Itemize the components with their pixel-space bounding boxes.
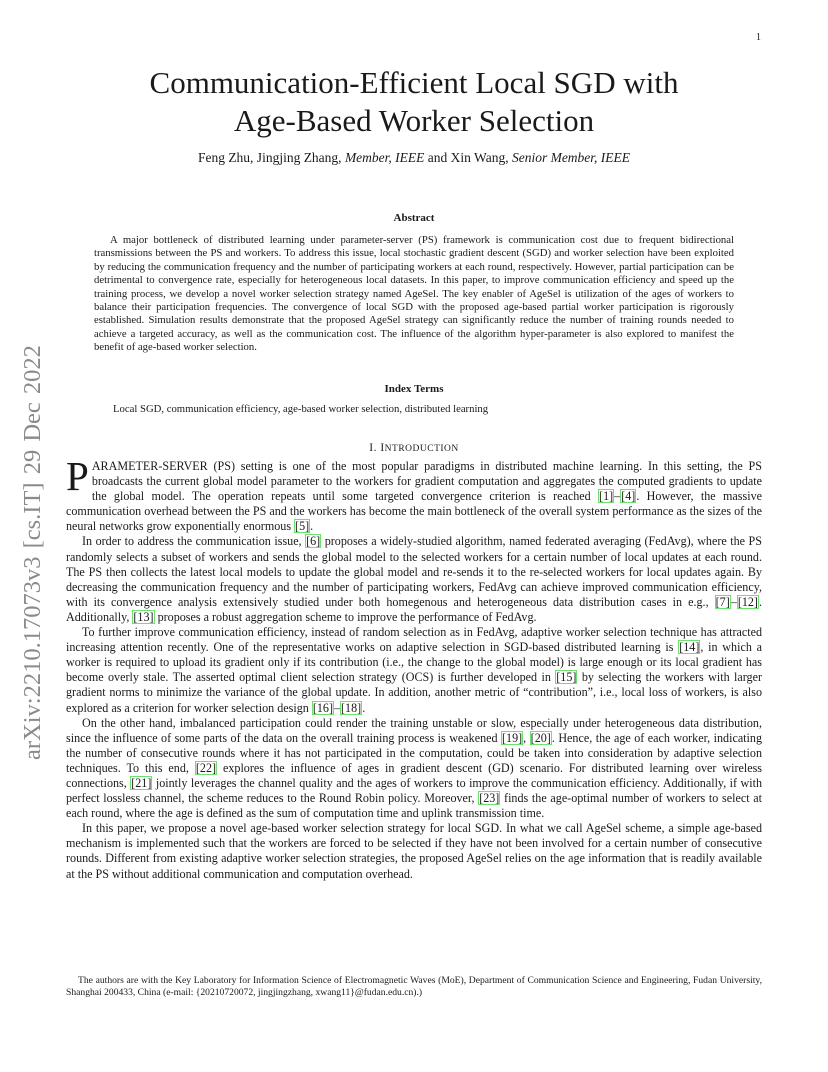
page-number: 1 (756, 32, 761, 43)
text-segment: by selecting the workers with larger gradient norms to minimize the variance of the global update. In addition, another metric of “contribution”, i.e., local loss of workers, is also explored as a criterion for worker selection design (66, 670, 763, 715)
author-names-1: Feng Zhu, Jingjing Zhang, (197, 150, 345, 165)
text-segment: , in which a worker is required to upload its gradient only if its contribution (i.e., the change to the global model) is large enough or its local gradient has become overly stale. The asserted optimal client selection strategy (OCS) is further developed in (66, 640, 762, 685)
text-segment: proposes a widely-studied algorithm, named federated averaging (FedAvg), where the PS randomly selects a subset of workers and sends the global model to the selected workers for a certain number of local updates at each round. The PS then collects the latest local models to update the global model and re-sends it to the re-selected workers for local updates again. By decreasing the communication frequency and the number of participating workers, FedAvg can achieve improved communication efficiency, with its convergence analysis extensively studied under both homegenous and heterogeneous data distribution cases in e.g., (66, 534, 762, 609)
text-segment: . (362, 700, 366, 715)
author-list (66, 150, 762, 166)
text-segment: – (730, 594, 737, 609)
text-segment: On the other hand, imbalanced participation could render the training unstable or slow, especially under heterogeneous data distribution, since the influence of some parts of the data on the overall training process is weakened (66, 715, 762, 745)
citation-link[interactable]: [16] (312, 700, 333, 715)
text-segment: . However, the massive communication overhead between the PS and the workers has become the main bottleneck of the overall system performance as the sizes of the neural networks grow exponentially enormous (66, 489, 762, 534)
citation-link[interactable]: [20] (530, 730, 551, 745)
text-segment: ARAMETER-SERVER (PS) setting is one of the most popular paradigms in distributed machine learning. In this setting, the PS broadcasts the current global model parameter to the workers for gradient computation and aggregates the computed gradients to update the global model. The operation repeats until some targeted convergence criterion is reached (91, 459, 762, 504)
paragraph-4 (66, 716, 762, 822)
author-role-1: Member, IEEE (344, 150, 425, 165)
text-segment: jointly leverages the channel quality and the ages of workers to improve the communication efficiency. Additionally, if with perfect lossless channel, the scheme reduces to the Round Robin policy. Moreover, (66, 775, 762, 806)
citation-link[interactable]: [14] (679, 640, 700, 655)
text-segment: , (523, 730, 530, 745)
text-segment: – (333, 700, 341, 715)
citation-link[interactable]: [21] (131, 775, 152, 790)
citation-link[interactable]: [19] (502, 730, 523, 745)
citation-link[interactable]: [7] (715, 594, 730, 609)
text-segment: In order to address the communication issue, (82, 534, 306, 549)
abstract-heading: Abstract (393, 212, 435, 224)
citation-link[interactable]: [18] (341, 700, 362, 715)
arxiv-identifier-stamp[interactable]: arXiv:2210.17073v3 [cs.IT] 29 Dec 2022 (19, 345, 46, 760)
index-terms-heading: Index Terms (384, 383, 444, 395)
citation-link[interactable]: [5] (295, 519, 310, 534)
paragraph-1 (66, 453, 762, 534)
citation-link[interactable]: [12] (737, 594, 758, 609)
title-line-2: Age-Based Worker Selection (233, 103, 595, 138)
paragraph-3 (66, 625, 762, 716)
text-segment: To further improve communication efficiency, instead of random selection as in FedAvg, adaptive worker selection technique has attracted increasing attention recently. One of the representative works on adaptive selection in SGD-based distributed learning is (66, 625, 762, 655)
drop-cap: P (66, 453, 89, 499)
text-segment: In this paper, we propose a novel age-based worker selection strategy for local SGD. In what we call AgeSel scheme, a simple age-based mechanism is implemented such that the workers are forced to be selected if they have not been involved for a certain number of consecutive rounds. Different from existing adaptive worker selection strategies, the proposed AgeSel relies on the age information that is readily available at the PS without additional communication and computation overhead. (66, 821, 762, 881)
citation-link[interactable]: [6] (306, 534, 321, 549)
text-segment: explores the influence of ages in gradient descent (GD) scenario. For distributed learning over wireless connections, (66, 760, 762, 790)
citation-link[interactable]: [13] (133, 609, 154, 624)
citation-link[interactable]: [15] (556, 670, 577, 685)
section-numeral: I. I (369, 442, 385, 454)
affiliation-footnote: The authors are with the Key Laboratory for Information Science of Electromagnetic Waves (MoE), Department of Communication Science and Engineering, Fudan University, Shanghai 200433, China (e-mail: {20210720072, jingjingzhang, xwang11}@fudan.edu.cn).) (66, 975, 762, 999)
citation-link[interactable]: [23] (479, 791, 500, 806)
title-line-1: Communication-Efficient Local SGD with (149, 65, 679, 100)
text-segment: . Additionally, (66, 594, 762, 624)
text-segment: proposes a robust aggregation scheme to improve the performance of FedAvg. (154, 609, 537, 624)
author-connector: and Xin Wang, (424, 150, 512, 165)
author-role-2: Senior Member, IEEE (511, 150, 631, 165)
body-text (66, 453, 763, 882)
text-segment: – (614, 489, 621, 504)
paragraph-2 (66, 534, 762, 625)
text-segment: . (310, 519, 314, 534)
paragraph-5 (66, 821, 762, 881)
section-title-rest: NTRODUCTION (384, 444, 459, 454)
citation-link[interactable]: [1] (599, 489, 614, 504)
section-heading-introduction (66, 441, 762, 456)
abstract-text: A major bottleneck of distributed learning under parameter-server (PS) framework is communication cost due to frequent bidirectional transmissions between the PS and workers. To address this issue, local stochastic gradient descent (SGD) and worker selection have been exploited by reducing the communication frequency and the number of participating workers at each round, respectively. However, partial participation can be detrimental to convergence rate, especially for heterogeneous local datasets. In this paper, to improve communication efficiency and speed up the training process, we develop a novel worker selection strategy named AgeSel. The key enabler of AgeSel is utilization of the ages of workers to balance their participation frequencies. The convergence of local SGD with the proposed age-based partial worker participation is rigorously established. Simulation results demonstrate that the proposed AgeSel strategy can significantly reduce the number of training rounds needed to achieve a targeted accuracy, as well as the communication cost. The influence of the algorithm hyper-parameter is also explored to manifest the benefit of age-based worker selection. (94, 234, 734, 354)
text-segment: . Hence, the age of each worker, indicating the number of consecutive rounds where it has not participated in the computation, could be taken into consideration by adaptive selection techniques. To this end, (66, 730, 762, 775)
text-segment: finds the age-optimal number of workers to select at each round, where the age is defined as the sum of computation time and uplink transmission time. (66, 791, 762, 821)
index-terms-text: Local SGD, communication efficiency, age-based worker selection, distributed learning (113, 403, 489, 415)
citation-link[interactable]: [22] (195, 760, 217, 775)
paper-title (66, 64, 762, 140)
citation-link[interactable]: [4] (621, 489, 636, 504)
